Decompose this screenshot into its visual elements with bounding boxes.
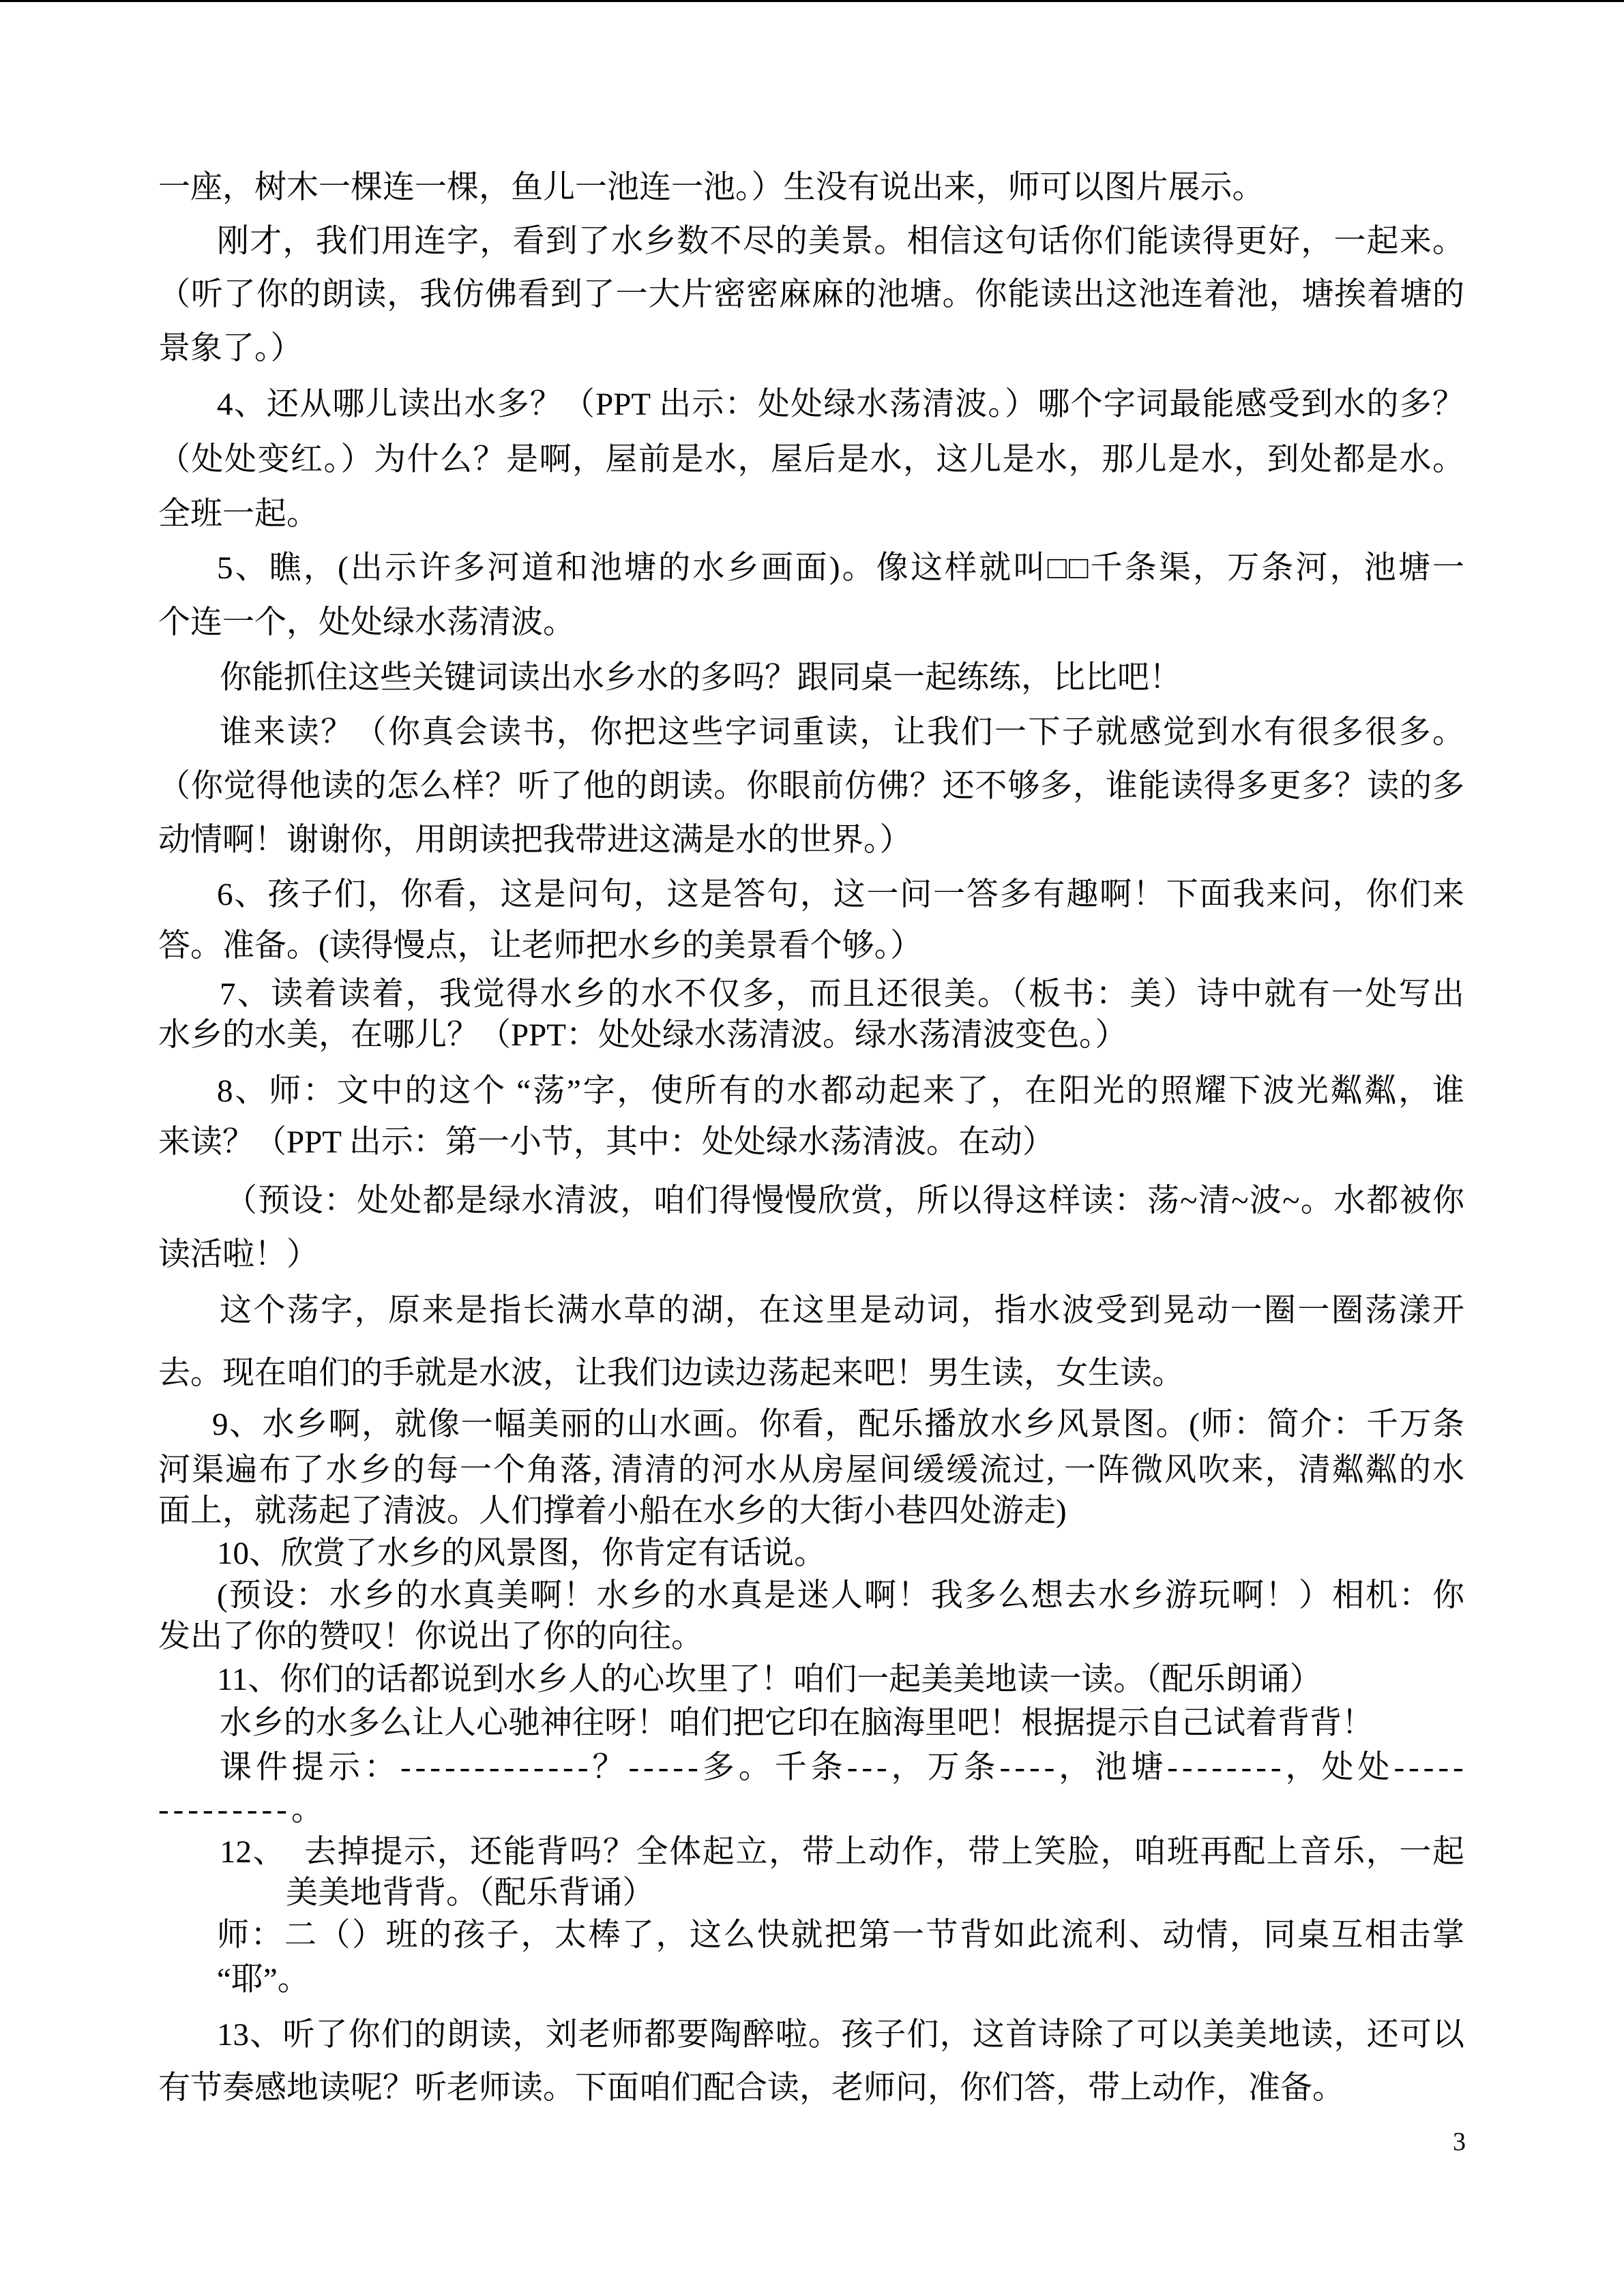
text-line: （听了你的朗读，我仿佛看到了一大片密密麻麻的池塘。你能读出这池连着池，塘挨着塘的 (158, 277, 1464, 312)
text-line: 8、师：文中的这个 “荡”字，使所有的水都动起来了，在阳光的照耀下波光粼粼，谁 (217, 1073, 1464, 1109)
text-line: （处处变红。）为什么？是啊，屋前是水，屋后是水，这儿是水，那儿是水，到处都是水。 (158, 442, 1464, 477)
text-line: 9、水乡啊，就像一幅美丽的山水画。你看，配乐播放水乡风景图。(师：简介：千万条 (212, 1407, 1464, 1442)
text-line: 一座，树木一棵连一棵，鱼儿一池连一池。）生没有说出来，师可以图片展示。 (158, 170, 1265, 205)
text-line: （预设：处处都是绿水清波，咱们得慢慢欣赏，所以得这样读：荡~清~波~。水都被你 (225, 1183, 1464, 1219)
text-line: 水乡的水美，在哪儿？（PPT：处处绿水荡清波。绿水荡清波变色。） (158, 1017, 1127, 1053)
text-line: 刚才，我们用连字，看到了水乡数不尽的美景。相信这句话你们能读得更好，一起来。 (217, 224, 1464, 259)
text-line: 面上，就荡起了清波。人们撑着小船在水乡的大街小巷四处游走) (158, 1493, 1067, 1529)
text-line: 美美地背背。（配乐背诵） (286, 1875, 655, 1911)
text-line: 景象了。） (158, 331, 303, 366)
text-line: 谁来读？（你真会读书，你把这些字词重读，让我们一下子就感觉到水有很多很多。 (220, 715, 1464, 750)
text-line: 个连一个，处处绿水荡清波。 (158, 605, 575, 640)
text-line: 读活啦！） (158, 1237, 319, 1272)
text-line: 发出了你的赞叹！你说出了你的向往。 (158, 1619, 703, 1654)
text-line: 13、听了你们的朗读，刘老师都要陶醉啦。孩子们，这首诗除了可以美美地读，还可以 (217, 2017, 1464, 2053)
text-line: 全班一起。 (158, 496, 319, 532)
text-line: 10、欣赏了水乡的风景图，你肯定有话说。 (217, 1536, 826, 1571)
text-line: 河渠遍布了水乡的每一个角落, 清清的河水从房屋间缓缓流过, 一阵微风吹来，清粼粼的水 (158, 1452, 1464, 1488)
text-line: （你觉得他读的怎么样？听了他的朗读。你眼前仿佛？还不够多，谁能读得多更多？读的多 (158, 769, 1464, 804)
top-border-line (0, 0, 1624, 2)
text-line: 这个荡字，原来是指长满水草的湖，在这里是动词，指水波受到晃动一圈一圈荡漾开 (220, 1293, 1464, 1328)
text-line: 答。准备。(读得慢点，让老师把水乡的美景看个够。） (158, 928, 923, 964)
text-line: 7、读着读着，我觉得水乡的水不仅多，而且还很美。（板书：美）诗中就有一处写出 (220, 976, 1464, 1012)
text-line: 4、还从哪儿读出水多？（PPT 出示：处处绿水荡清波。）哪个字词最能感受到水的多？ (217, 387, 1464, 422)
text-line: 6、孩子们，你看，这是问句，这是答句，这一问一答多有趣啊！下面我来问，你们来 (217, 877, 1464, 912)
text-line: 师：二（）班的孩子，太棒了，这么快就把第一节背如此流利、动情，同桌互相击掌 (217, 1918, 1464, 1953)
text-line: 动情啊！谢谢你，用朗读把我带进这满是水的世界。） (158, 822, 912, 858)
text-line: 来读？（PPT 出示：第一小节，其中：处处绿水荡清波。在动） (158, 1124, 1054, 1160)
text-line: 去。现在咱们的手就是水波，让我们边读边荡起来吧！男生读，女生读。 (158, 1356, 1184, 1391)
page-number: 3 (1453, 2128, 1466, 2156)
text-line: ---------。 (158, 1792, 327, 1828)
text-line: “耶”。 (217, 1962, 310, 1997)
text-line: 11、你们的话都说到水乡人的心坎里了！咱们一起美美地读一读。（配乐朗诵） (217, 1662, 1322, 1697)
text-line: 5、瞧，(出示许多河道和池塘的水乡画面)。像这样就叫□□千条渠，万条河，池塘一 (217, 550, 1464, 586)
text-line: 12、 去掉提示，还能背吗？全体起立，带上动作，带上笑脸，咱班再配上音乐，一起 (220, 1834, 1464, 1870)
text-line: 有节奏感地读呢？听老师读。下面咱们配合读，老师问，你们答，带上动作，准备。 (158, 2070, 1344, 2106)
text-line: 你能抓住这些关键词读出水乡水的多吗？跟同桌一起练练，比比吧！ (220, 660, 1181, 696)
text-line: (预设：水乡的水真美啊！水乡的水真是迷人啊！我多么想去水乡游玩啊！）相机：你 (217, 1578, 1464, 1613)
text-line: 水乡的水多么让人心驰神往呀！咱们把它印在脑海里吧！根据提示自己试着背背！ (220, 1705, 1374, 1741)
text-line: 课件提示：-------------？-----多。千条---，万条----，池塘--------，处处----- (220, 1750, 1468, 1785)
